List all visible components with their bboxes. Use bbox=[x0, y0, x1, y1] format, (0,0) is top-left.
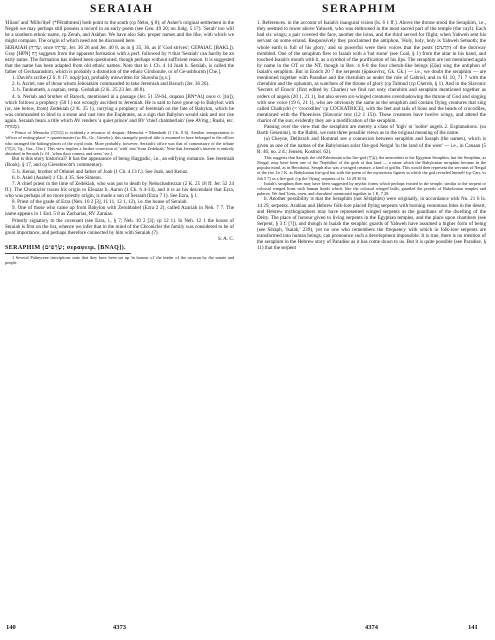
paragraph: 3. b. Tanhumeth, a captain, temp. Gedaliah (2 K. 25 23 Jer. 40 8). bbox=[12, 87, 146, 94]
paragraph: 6. b. Asiel (Asahel) 1 Ch. 4 35. See Simeon. bbox=[12, 174, 102, 181]
paragraph: 'Hilani' and 'Millo'iḥel' (*Pĕrathmesi) both point to the south (cp Nebo, § 8); of Asher's original settlement in the Negeb we may perhaps still possess a record in an early poem (see Gen. 49 20; on Judg. 5 17). 'Serah' too will be a southern ethnic name, cp Zerah, and Ashḥur. We have also Sab. proper names and the like, with which we might compare. The origin of which need not be discussed here. bbox=[5, 20, 234, 45]
paragraph: b. Another possibility is that the Seraphim (not Sĕrāphîm) were originally, in accordance with Nu. 21 6 Is. 14 29, serpents. Arabian and Hebrew folk-lore placed flying serpents with burning venomous bites in the desert, and Hebrew mythographers may have represented winged serpents as the guardians of the dwelling of the Deity. The place of honour given to living serpents in the Egyptian temples, and the place upon chambers (see Serpent, § 3 f. [?]), and though to Isaiah the seraphic guards of Yahweh have assumed a higher form of being (see Sēraph, 'Isaiah,' 239), yet no one who remembers the frequency with which in folk-lore serpents are transformed into human beings, can pronounce such a development impossible. It is true, there is no mention of the seraphim in the Hebrew story of Paradise as it has come down to us. But it is quite possible (see Paradise, § 11) that the serpent bbox=[257, 196, 486, 252]
paragraph: 9. One of those who came up from Babylon with Zerubbabel (Ezra 2 2), called Azariah in Neh. 7 7. The name appears in 1 Esd. 5 8 as Zacharias, RV Zaraias. bbox=[5, 205, 234, 218]
paragraph: 1. David's scribe (2 S. 8 17: σαρ[ε]ια), probably miswritten for Shavsha [q.v.]. bbox=[12, 75, 172, 82]
paragraph: 4. b. Neriah and brother of Baruch, mentioned in a passage (Jer. 51 59-64, σαραια [BN*AQ once σ. ]τα]), which follows a prophecy (50 f.) not wrongly ascribed to Jeremiah. He is said to have gone up to Babylon with (or, see below, from) Zedekiah (2 K. 25 1), carrying a prophecy of Jeremiah on the fate of Babylon, which he was commanded to bind to a stone and cast into the Euphrates, as a sign that Babylon would sink and not rise again. Seraiah bears a title which AV renders 'a quiet prince' and RV 'chief chamberlain' (see AVmg.; Rashi, etc. מְנוּחָה). bbox=[5, 93, 234, 131]
page-number-left: 140 bbox=[6, 624, 16, 631]
paragraph-small: Isaiah's seraphim then may have been suggested by mythic forms which perhaps existed in the temple, similar to the serpent or colossal winged lions with human heads which, like the colossal winged bulls, guarded the portals of Babylonian temples and palaces. We find 'lions, oxen, and cherubim' mentioned together in 1 K. 7 29. bbox=[257, 180, 486, 197]
left-column bbox=[5, 20, 234, 620]
footnote: • Prince of Menucha (מְנוּחָה) is evidently a resource of despair; Menucha = Manahath (1 Ch. 8 6). Another interpretation is 'officer of resting-place' = quartermaster (so Hi., Gr., Giesebr.); this strangely poetical title is assumed to have belonged to the officer who arranged the halting-places of the royal train. More probably, however, Seraiah's office was that of commissary of the tribute (מִנְחָה, Tg., Gra., Che.). This view implies a further correction of 'with' into 'from Zedekiah.' Note that Jeremiah's interest is entirely absorbed in Seraiah [v. 61, 'when thou comest, and seest,' etc.]. bbox=[5, 130, 234, 157]
column-number-right: 4374 bbox=[365, 624, 378, 631]
paragraph: 2. b. Azriel, one of those whom Jehoiakim commanded to take Jeremiah and Baruch (Jer. 36 26). bbox=[12, 81, 210, 88]
running-head-right: SERAPHIM bbox=[322, 3, 397, 15]
paragraph: Priestly signatory to the covenant (see Ezra, i., § 7; Neh. 10 2 [3]; cp 12 1). In Neh. 12 1 the house of Seraiah is first on the list, whence we infer that in the mind of the Chronicler the family was considered to be of great importance, and perhaps therefore connected by him with Seraiah (7). bbox=[5, 217, 234, 236]
footnote: 1 Several Palmyrene inscriptions state that they have been set up 'in honour of' the leader of the caravan by the senate and people. bbox=[5, 255, 234, 266]
page-number-right: 141 bbox=[468, 624, 478, 631]
footnote-rule bbox=[5, 253, 131, 254]
paragraph: (a) Cheyne, Delitzsch and Hommel see a connexion between seraphim and Saraph (the names), which is given as one of the names of the Babylonian solar fire-god Nergal 'in the land of the west' — i.e., in Canaan (5 R. 46, no. 2 d.; Jensen, Kosmol. 62). bbox=[257, 136, 486, 155]
author-initials: S. A. C. bbox=[218, 235, 234, 242]
paragraph: 8. Priest of the grade of Ezra (Neh. 10 2 [3], 11 11, 12 1, 12), i.e. the house of Seraiah. bbox=[12, 199, 188, 206]
paragraph: 5. b. Kenaz, brother of Othniel and father of Joab (1 Ch. 4 13 f.). See Joab, and Kenaz. bbox=[12, 168, 189, 175]
paragraph: Passing over the view that the seraphim are merely a class of 'high' or 'noble' angels 2. Explanations. (so Barth Gesenius), to the Rabbi, we note three possible views as to the original meaning of the name. bbox=[257, 124, 486, 137]
entry-seraiah: SERAIAH (שְׂרָיָה, once שְׂרָיָהוּ, Jer. 36 26 and Jer. 40 8, as in § 35, 36, as if 'God strives'; CEPAIAC [BAKL]). Gray [HPN] וְיָה suggests from the apparent formation with a perf. followed by ה that 'Seraiah' can hardly be an early name. The formation has indeed been questioned, though perhaps without sufficient reason. It is suggested that the name has been adapted from old ethnic names. Note that in 1 Ch. 4 14 Joab b. Seraiah, is called the father of Gechaarashim, which is probably a distortion of the ethnic Girshonite, or of Ge-ashhurim [Che.]. bbox=[5, 44, 234, 75]
running-head-left: SERAIAH bbox=[90, 3, 154, 15]
paragraph: But is this story historical? It has the appearance of being Haggadic, i.e., an edifying romance. See Jeremiah (Book), § 17, and cp Giesebrecht's commentary. bbox=[5, 156, 234, 169]
column-number-left: 4373 bbox=[113, 624, 126, 631]
right-column bbox=[257, 20, 486, 620]
entry-seraphim: SERAPHIM (שְׂרָפִים; σεραφειμ, [BNAQ]). bbox=[5, 245, 126, 252]
paragraph: 7. A chief priest in the time of Zedekiah, who was put to death by Nebuchadrezzar (2 K. 25 18 ff. Jer. 52 24 ff.). The Chronicler traces his origin to Eleazar b. Aaron (1 Ch. 6 4-14), and it is as his descendant that Ezra, who was perhaps of no more priestly origin, is made a son of Seraiah (Ezra 7 1). See Ezra, § 1. bbox=[5, 180, 234, 200]
paragraph: 1. References. in the account of Isaiah's inaugural vision (Is. 6 1 ff.). Above the throne stood the Seraphim, i.e., they seemed to tower above Yahweh, who was enthroned in the most sacred part of the temple (the vayl). Each had six wings; a pair covered the face, another the loins, and the third served for flight, when Yahweh sent his servant on some errand. Responsively they proclaimed the antiphon, 'Holy, holy, holy is Yahweh Sebaoth; the whole earth is full of his glory,' and so powerful were their voices that the posts (תַּרְעִים) of the doorway trembled. One of the seraphim flew to Isaiah with a 'hot stone' (see Coal, § 1) from the altar in his hand, and touched Isaiah's mouth with it, as a symbol of the purification of his lips. The seraphim are not mentioned again by name in the OT or the NT, though in Rev. 4 6-8 the four cherub-like beings (ζῷα) sing the antiphon of Isaiah's seraphim. But in Enoch 20 7 the serpents (δράκοντες, Gk. Gk.) — i.e., we doubt the seraphim — are mentioned together with Paradise and the cherubim as under the rule of Gabriel, and in 61 10, 71 7 with the cherubim and the ophanim, as watchers of the throne of glory (cp Talmud (cp Cherub, § 1). And in the Slavonic 'Secrets of Enoch' (first edited by Charles) we find not only cherubim and seraphim mentioned together as orders of angels (20 1, 21 1), but also seven six-winged creatures overshadowing the throne of God and singing with one voice (19 6, 21 1), who are obviously the same as the seraphim and contain flying creatures that sing called Chalkydri (= 'crocodiles' 'cp COCKATRICE), with the feet and tails of lions and the heads of crocodiles, mentioned with the Phoenixes (Slavonic text (12 1 15)). These creatures have twelve wings, and attend the chariot of the sun; evidently they are a modification of the seraphim. bbox=[257, 20, 486, 124]
paragraph-small: This suggests that Saraph, the old Palestinian solar fire-god (עֲרֵף), the antecedent to the Egyptian Seraphim, but the Seraphim, as Nergal, may have been one of the 'Nephilim' of the gods of that land — a name which the Babylonian seraphim became in the popular mind, as in Herodotus. Seraph also was a winged creature, a kind of griffin. This would then represent the servants of Nergal of the fire. In 1 K. as Babylonian fire-god but with the poem of the mysterious figures in which the god revealed himself (cp Carr, vs Job 5 7) as a fire-god. (cp the 'flying' serpents of Is. 14 29 30 6). bbox=[257, 154, 486, 181]
